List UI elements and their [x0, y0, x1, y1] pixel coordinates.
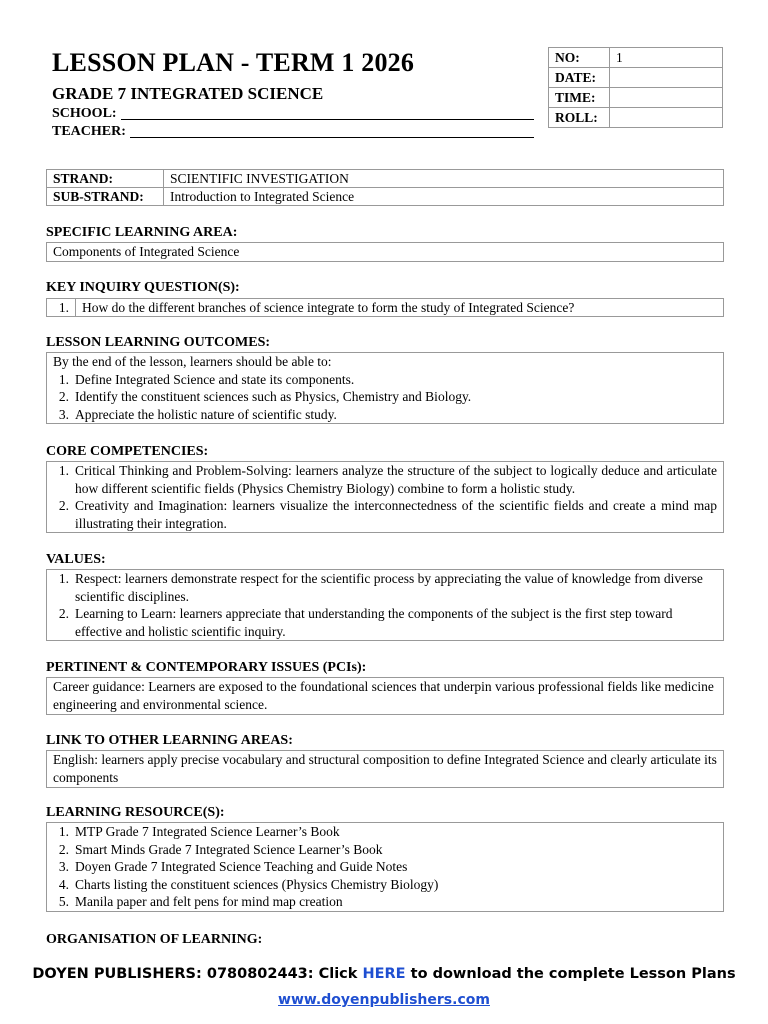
list-number: 4.: [58, 876, 69, 892]
key-inquiry-box: [46, 298, 724, 317]
specific-area-heading: SPECIFIC LEARNING AREA:: [46, 225, 238, 240]
list-text: Creativity and Imagination: learners visualize the interconnectedness of the scientific fields and create a mind map illustrating their integration.: [75, 498, 717, 531]
meta-row: [549, 88, 723, 108]
link-box: English: learners apply precise vocabulary and structural composition to define Integrated Science and clearly articulate its components: [46, 750, 724, 788]
page-title: LESSON PLAN - TERM 1 2026: [52, 48, 415, 77]
sub-strand-row: [47, 188, 724, 206]
teacher-line: [52, 124, 534, 140]
values-heading: VALUES:: [46, 552, 106, 567]
meta-row: [549, 68, 723, 88]
pcis-heading: PERTINENT & CONTEMPORARY ISSUES (PCIs):: [46, 660, 367, 675]
list-item: [47, 388, 723, 406]
list-number: 1.: [58, 571, 69, 586]
outcomes-intro: By the end of the lesson, learners should be able to:: [53, 354, 332, 369]
specific-area-box: Components of Integrated Science: [46, 242, 724, 262]
sub-strand-label: SUB-STRAND:: [47, 188, 164, 206]
list-item: [47, 876, 723, 894]
list-text: Doyen Grade 7 Integrated Science Teaching and Guide Notes: [75, 859, 408, 874]
strand-label: STRAND:: [47, 170, 164, 188]
list-text: MTP Grade 7 Integrated Science Learner’s Book: [75, 824, 340, 839]
resources-heading: LEARNING RESOURCE(S):: [46, 805, 225, 820]
outcomes-box: [46, 352, 724, 424]
pcis-box: Career guidance: Learners are exposed to the foundational sciences that underpin various professional fields like medicine engineering and environmental science.: [46, 677, 724, 715]
footer-suffix: to download the complete Lesson Plans: [405, 966, 736, 982]
key-inquiry-heading: KEY INQUIRY QUESTION(S):: [46, 280, 240, 295]
values-box: [46, 569, 724, 641]
resources-box: [46, 822, 724, 912]
meta-value: [609, 88, 722, 108]
strand-row: [47, 170, 724, 188]
list-text: Learning to Learn: learners appreciate that understanding the components of the subject is the first step toward effective and holistic scientific inquiry.: [75, 606, 673, 639]
meta-value: [609, 108, 722, 128]
list-number: 1.: [58, 463, 69, 478]
list-text: Identify the constituent sciences such as Physics, Chemistry and Biology.: [75, 389, 472, 404]
list-item: [47, 570, 723, 605]
strand-value: SCIENTIFIC INVESTIGATION: [164, 170, 724, 188]
list-item: [47, 841, 723, 859]
list-item: [47, 858, 723, 876]
footer-prefix: DOYEN PUBLISHERS: 0780802443: Click: [32, 966, 363, 982]
page-subtitle: GRADE 7 INTEGRATED SCIENCE: [52, 84, 324, 103]
meta-row: [549, 48, 723, 68]
organisation-heading: ORGANISATION OF LEARNING:: [46, 932, 263, 947]
list-item: [47, 823, 723, 841]
list-item: [47, 406, 723, 424]
list-item: [47, 462, 723, 497]
list-item: [47, 371, 723, 389]
list-number: 2.: [58, 606, 69, 621]
key-inquiry-text: How do the different branches of science integrate to form the study of Integrated Science?: [82, 300, 575, 315]
list-number: 1.: [58, 371, 69, 387]
list-text: Respect: learners demonstrate respect for the scientific process by appreciating the value of knowledge from diverse scientific disciplines.: [75, 571, 703, 604]
meta-table: [548, 47, 723, 128]
competencies-box: [46, 461, 724, 533]
meta-row: [549, 108, 723, 128]
meta-label: NO:: [549, 48, 610, 68]
list-text: Charts listing the constituent sciences (Physics Chemistry Biology): [75, 876, 439, 892]
list-item: [47, 893, 723, 911]
meta-label: ROLL:: [549, 108, 610, 128]
footer-banner: [0, 966, 768, 982]
list-item: [47, 497, 723, 532]
download-link[interactable]: HERE: [362, 966, 406, 982]
list-number: 2.: [58, 498, 69, 513]
strand-table: [46, 169, 724, 206]
meta-value: [609, 68, 722, 88]
list-text: Critical Thinking and Problem-Solving: learners analyze the structure of the subject to logically deduce and articulate how different scientific fields (Physics Chemistry Biology) combine to form a holistic study.: [75, 463, 717, 496]
list-number: 1.: [58, 824, 69, 839]
school-label: SCHOOL:: [52, 106, 117, 121]
teacher-blank: [130, 124, 534, 138]
list-number: 3.: [58, 406, 69, 422]
list-text: Define Integrated Science and state its components.: [75, 371, 355, 387]
meta-label: TIME:: [549, 88, 610, 108]
list-text: Smart Minds Grade 7 Integrated Science Learner’s Book: [75, 841, 383, 857]
meta-value: 1: [609, 48, 722, 68]
competencies-heading: CORE COMPETENCIES:: [46, 444, 209, 459]
teacher-label: TEACHER:: [52, 124, 126, 139]
link-heading: LINK TO OTHER LEARNING AREAS:: [46, 733, 293, 748]
meta-label: DATE:: [549, 68, 610, 88]
list-number: 3.: [58, 859, 69, 874]
list-number: 2.: [58, 841, 69, 857]
website-link[interactable]: www.doyenpublishers.com: [278, 992, 490, 1008]
list-text: Manila paper and felt pens for mind map creation: [75, 894, 343, 909]
list-item: [47, 605, 723, 640]
list-number: 1.: [47, 299, 76, 316]
sub-strand-value: Introduction to Integrated Science: [164, 188, 724, 206]
outcomes-heading: LESSON LEARNING OUTCOMES:: [46, 335, 271, 350]
list-number: 2.: [58, 389, 69, 404]
school-line: [52, 106, 534, 122]
list-text: Appreciate the holistic nature of scientific study.: [75, 406, 337, 422]
school-blank: [121, 106, 534, 120]
list-number: 5.: [58, 894, 69, 909]
